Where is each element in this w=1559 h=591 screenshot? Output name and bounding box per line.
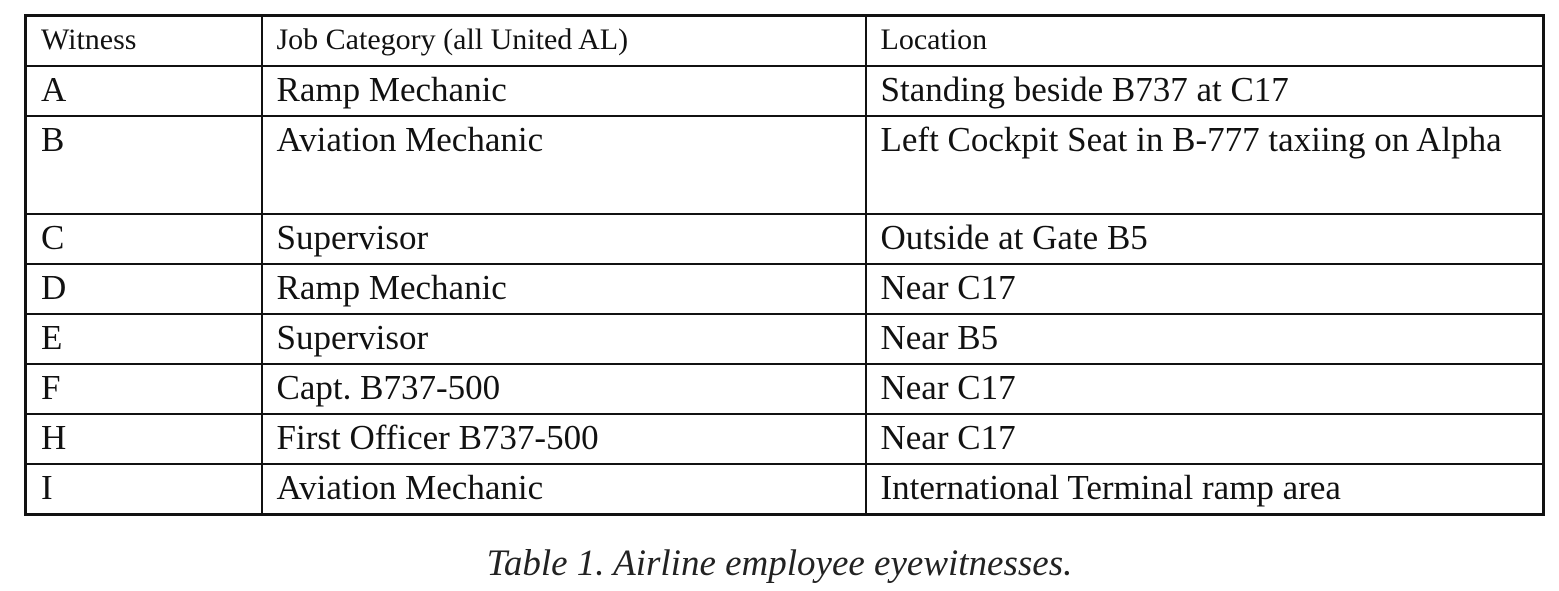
cell-witness: E: [26, 314, 262, 364]
cell-job-category: Capt. B737-500: [262, 364, 866, 414]
cell-job-category: Aviation Mechanic: [262, 116, 866, 214]
table-row: [26, 264, 1544, 314]
eyewitness-table: [24, 14, 1545, 516]
table-row: [26, 364, 1544, 414]
cell-witness: D: [26, 264, 262, 314]
table-row: [26, 214, 1544, 264]
header-job-category: Job Category (all United AL): [262, 16, 866, 67]
cell-witness: F: [26, 364, 262, 414]
table-row: [26, 464, 1544, 515]
cell-witness: C: [26, 214, 262, 264]
cell-location: Standing beside B737 at C17: [866, 66, 1544, 116]
table-caption: Table 1. Airline employee eyewitnesses.: [486, 543, 1073, 584]
cell-location: Left Cockpit Seat in B-777 taxiing on Alpha: [866, 116, 1544, 214]
cell-job-category: Supervisor: [262, 314, 866, 364]
cell-job-category: Ramp Mechanic: [262, 66, 866, 116]
cell-location: Near C17: [866, 364, 1544, 414]
cell-job-category: Ramp Mechanic: [262, 264, 866, 314]
cell-location: Near B5: [866, 314, 1544, 364]
cell-location: Near C17: [866, 264, 1544, 314]
cell-location: International Terminal ramp area: [866, 464, 1544, 515]
table-header-row: [26, 16, 1544, 67]
header-location: Location: [866, 16, 1544, 67]
eyewitness-table-container: [24, 14, 1542, 516]
cell-job-category: First Officer B737-500: [262, 414, 866, 464]
cell-witness: B: [26, 116, 262, 214]
cell-location: Near C17: [866, 414, 1544, 464]
cell-job-category: Aviation Mechanic: [262, 464, 866, 515]
table-row: [26, 116, 1544, 214]
table-row: [26, 414, 1544, 464]
cell-location: Outside at Gate B5: [866, 214, 1544, 264]
cell-witness: A: [26, 66, 262, 116]
cell-witness: I: [26, 464, 262, 515]
header-witness: Witness: [26, 16, 262, 67]
cell-job-category: Supervisor: [262, 214, 866, 264]
cell-witness: H: [26, 414, 262, 464]
table-row: [26, 66, 1544, 116]
table-row: [26, 314, 1544, 364]
